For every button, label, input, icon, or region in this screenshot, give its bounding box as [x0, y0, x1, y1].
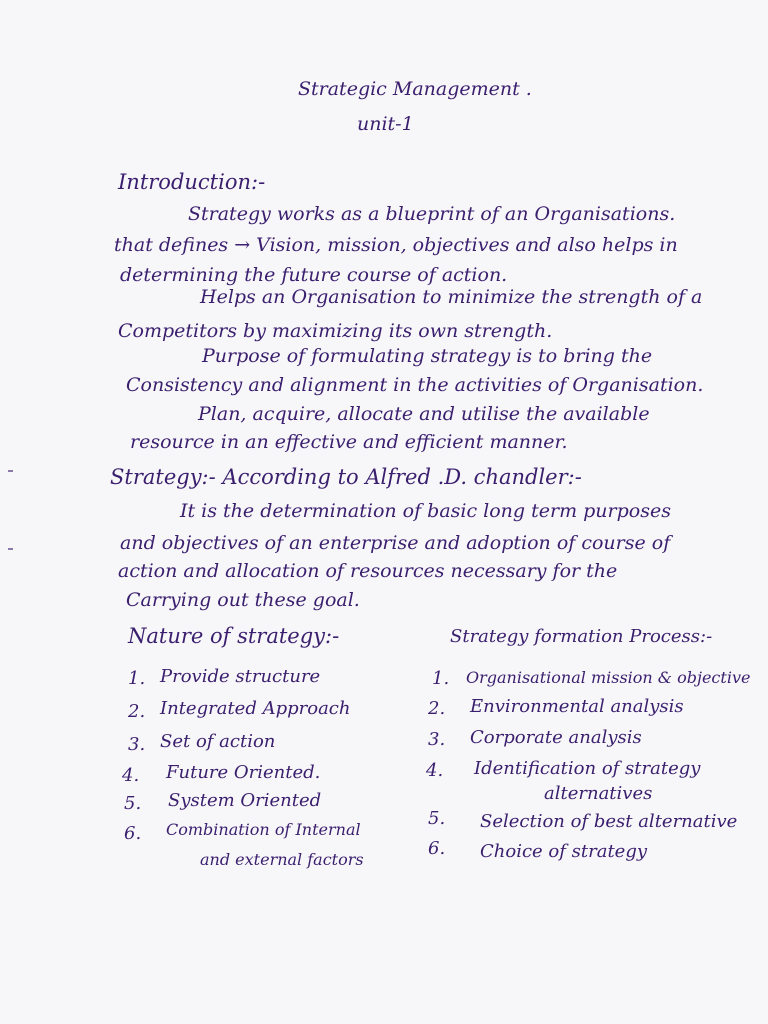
intro-line: determining the future course of action.	[120, 264, 508, 286]
definition-line: It is the determination of basic long term purposes	[180, 500, 671, 522]
process-item: Organisational mission & objective	[466, 668, 751, 687]
nature-heading: Nature of strategy:-	[128, 624, 340, 648]
intro-line: Competitors by maximizing its own strength.	[118, 320, 553, 342]
intro-line: resource in an effective and efficient manner.	[130, 431, 568, 453]
nature-item-continuation: and external factors	[200, 850, 364, 869]
unit-label: unit-1	[357, 113, 414, 135]
process-item-number: 2.	[428, 698, 446, 719]
nature-item-number: 6.	[124, 823, 142, 844]
nature-item-number: 2.	[128, 701, 146, 722]
nature-item-number: 4.	[122, 765, 140, 786]
page-title: Strategic Management .	[298, 78, 532, 100]
margin-mark	[8, 470, 13, 472]
process-item: Environmental analysis	[470, 696, 684, 717]
intro-line: Consistency and alignment in the activities of Organisation.	[126, 374, 704, 396]
margin-mark	[8, 548, 13, 550]
definition-heading: Strategy:- According to Alfred .D. chandler:-	[110, 465, 582, 489]
process-item-number: 1.	[432, 668, 450, 689]
nature-item: Integrated Approach	[160, 698, 351, 719]
nature-item: Provide structure	[160, 666, 321, 687]
process-item: Choice of strategy	[480, 841, 648, 862]
definition-line: and objectives of an enterprise and adoption of course of	[120, 532, 671, 554]
process-item-continuation: alternatives	[544, 783, 653, 804]
process-item-number: 6.	[428, 838, 446, 859]
intro-line: Plan, acquire, allocate and utilise the available	[198, 403, 650, 425]
process-heading: Strategy formation Process:-	[450, 626, 713, 647]
nature-item: Set of action	[160, 731, 276, 752]
process-item: Selection of best alternative	[480, 811, 738, 832]
nature-item-number: 1.	[128, 668, 146, 689]
nature-item: Future Oriented.	[166, 762, 321, 783]
process-item-number: 3.	[428, 729, 446, 750]
intro-line: Strategy works as a blueprint of an Organisations.	[188, 203, 676, 225]
intro-line: Purpose of formulating strategy is to bring the	[202, 345, 653, 367]
process-item-number: 4.	[426, 760, 444, 781]
intro-line: that defines → Vision, mission, objectives and also helps in	[114, 234, 678, 256]
nature-item-number: 3.	[128, 734, 146, 755]
process-item: Identification of strategy	[474, 758, 701, 779]
nature-item: System Oriented	[168, 790, 322, 811]
definition-line: action and allocation of resources necessary for the	[118, 560, 618, 582]
process-item: Corporate analysis	[470, 727, 642, 748]
process-item-number: 5.	[428, 808, 446, 829]
introduction-heading: Introduction:-	[118, 170, 266, 194]
definition-line: Carrying out these goal.	[126, 589, 360, 611]
intro-line: Helps an Organisation to minimize the strength of a	[200, 286, 703, 308]
nature-item: Combination of Internal	[166, 820, 361, 839]
nature-item-number: 5.	[124, 793, 142, 814]
